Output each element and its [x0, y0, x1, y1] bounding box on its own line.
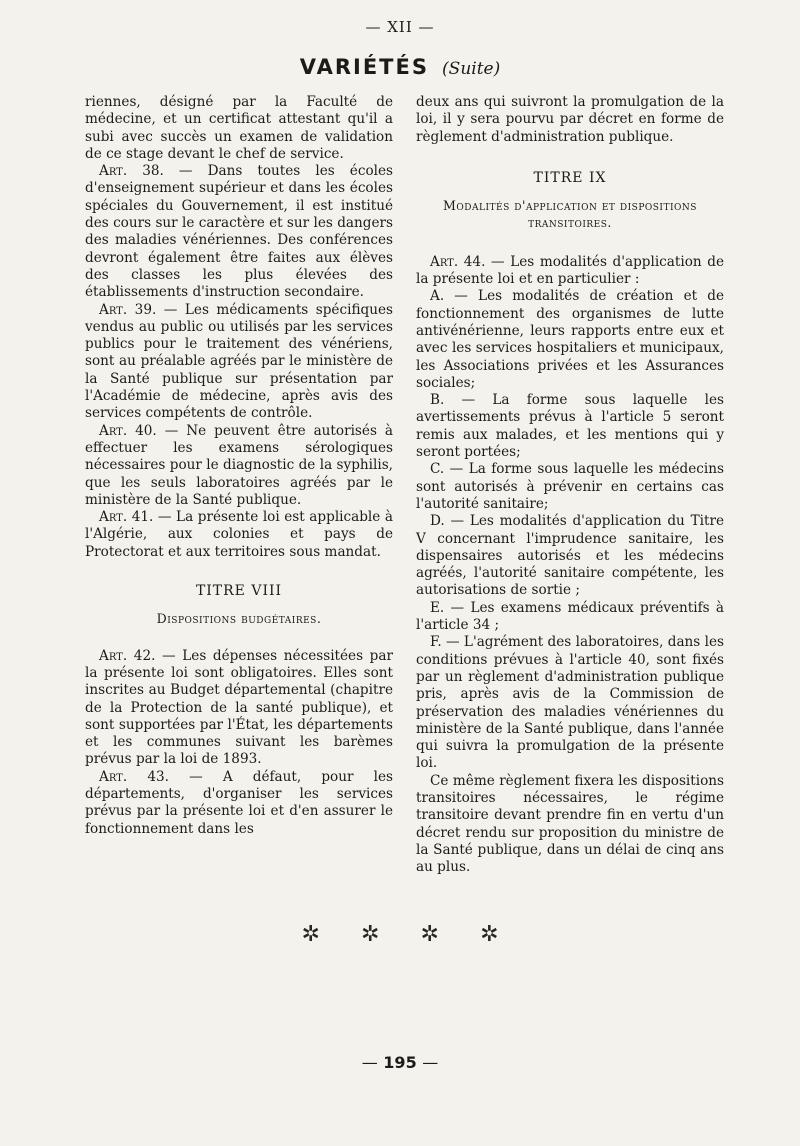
- item-d: D. — Les modalités d'application du Titre V concernant l'imprudence sanitaire, les dispensaires autorisés et les médecins agréés, l'autorité sanitaire compétente, les autorisations de sortie ;: [416, 513, 724, 599]
- section-title-suite: (Suite): [442, 59, 501, 79]
- article-text: 38. — Dans toutes les écoles d'enseignement supérieur et dans les écoles spéciales du Gouvernement, il est institué des cours sur le caractère et sur les dangers des maladies vénériennes. Des conférences devront également être faites aux élèves des classes les plus élevées des établissements d'instruction secondaire.: [85, 163, 393, 301]
- page-number-footer: [0, 1053, 800, 1072]
- titre-viii-subtitle: Dispositions budgétaires.: [156, 611, 322, 627]
- article-text: 41. — La présente loi est applicable à l'Algérie, aux colonies et pays de Protectorat et aux territoires sous mandat.: [85, 509, 393, 560]
- article-text: 42. — Les dépenses nécessitées par la présente loi sont obligatoires. Elles sont inscrites au Budget départemental (chapitre de la Protection de la santé publique), et sont supportées par l'État, les départements et les communes suivant les barèmes prévus par la loi de 1893.: [85, 647, 393, 768]
- article-label: Art.: [99, 163, 128, 180]
- section-title: VARIÉTÉS: [299, 55, 429, 79]
- ornamental-star-icon: ✲: [301, 922, 320, 947]
- paragraph-continuation: riennes, désigné par la Faculté de médecine, et un certificat attestant qu'il a subi avec succès un examen de validation de ce stage devant le chef de service.: [85, 94, 393, 162]
- article-label: Art.: [99, 422, 128, 439]
- item-b: B. — La forme sous laquelle les avertissements prévus à l'article 5 seront remis aux malades, et les mentions qui y seront portées;: [416, 392, 724, 461]
- article-label: Art.: [99, 509, 128, 526]
- article-44: [416, 254, 724, 289]
- titre-ix-heading: TITRE IX: [533, 169, 607, 186]
- article-39: [85, 302, 393, 423]
- ornament-row: [0, 922, 800, 947]
- item-c: C. — La forme sous laquelle les médecins sont autorisés à prévenir en certains cas l'autorité sanitaire;: [416, 461, 724, 512]
- article-43: [85, 769, 393, 838]
- titre-viii-heading: TITRE VIII: [195, 583, 283, 600]
- ornamental-star-icon: ✲: [361, 922, 380, 947]
- item-e: E. — Les examens médicaux préventifs à l'article 34 ;: [416, 599, 724, 634]
- article-42: [85, 648, 393, 769]
- page-number: 195: [383, 1053, 417, 1072]
- article-41: [85, 509, 393, 561]
- left-column: [85, 94, 393, 838]
- article-38: [85, 163, 393, 301]
- article-text: 44. — Les modalités d'application de la présente loi et en particulier :: [416, 253, 724, 288]
- dash-right: —: [422, 1053, 439, 1072]
- article-text: 40. — Ne peuvent être autorisés à effectuer les examens sérologiques nécessaires pour le diagnostic de la syphilis, que les seuls laboratoires agréés par le ministère de la Santé publique.: [85, 422, 393, 508]
- article-label: Art.: [99, 301, 128, 318]
- ornamental-star-icon: ✲: [420, 922, 439, 947]
- dash-left: —: [361, 1053, 378, 1072]
- article-text: 39. — Les médicaments spécifiques vendus au public ou utilisés par les services publics pour le traitement des vénériens, sont au préalable agréés par le ministère de la Santé publique sur présentation par l'Académie de médecine, après avis des services compétents de contrôle.: [85, 301, 393, 422]
- article-40: [85, 423, 393, 509]
- right-column: [416, 94, 724, 876]
- item-a: A. — Les modalités de création et de fonctionnement des organismes de lutte antivénérienne, leurs rapports entre eux et avec les services hospitaliers et municipaux, les Associations privées et les Assurances sociales;: [416, 288, 724, 391]
- ornamental-star-icon: ✲: [480, 922, 499, 947]
- roman-page-number: — XII —: [365, 18, 435, 36]
- titre-ix-subtitle: Modalités d'application et dispositions transitoires.: [443, 198, 697, 231]
- running-head: [0, 55, 800, 79]
- article-text: 43. — A défaut, pour les départements, d'organiser les services prévus par la présente loi et d'en assurer le fonctionnement dans les: [85, 768, 393, 837]
- article-label: Art.: [99, 647, 128, 664]
- item-f: F. — L'agrément des laboratoires, dans les conditions prévues à l'article 40, sont fixés par un règlement d'administration publique pris, après avis de la Commission de préservation des maladies vénériennes du ministère de la Santé publique, dans l'année qui suivra la promulgation de la présente loi.: [416, 634, 724, 772]
- final-paragraph: Ce même règlement fixera les dispositions transitoires nécessaires, le régime transitoire devant prendre fin en vertu d'un décret rendu sur proposition du ministre de la Santé publique, dans un délai de cinq ans au plus.: [416, 772, 724, 876]
- paragraph-continuation: deux ans qui suivront la promulgation de la loi, il y sera pourvu par décret en forme de règlement d'administration publique.: [416, 94, 724, 145]
- article-label: Art.: [430, 253, 459, 270]
- article-label: Art.: [99, 768, 128, 785]
